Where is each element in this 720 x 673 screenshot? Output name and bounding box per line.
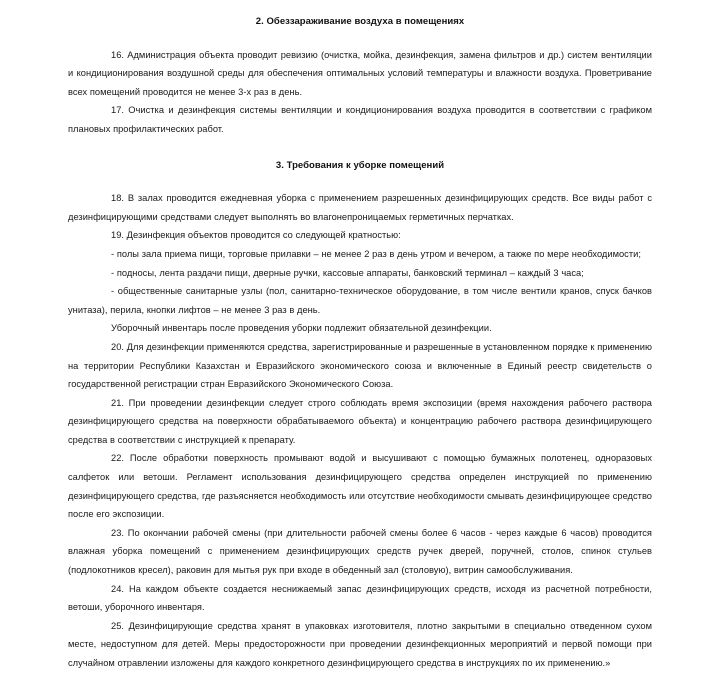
section-heading-3: 3. Требования к уборке помещений (275, 159, 445, 171)
paragraph-20: 20. Для дезинфекции применяются средства, зарегистрированные и разрешенные в установленном порядке к применению на территории Республики Казахстан и Евразийского экономического союза и включенные в Единый реестр свидетельств о государственной регистрации стран Евразийского Экономического Союза. (68, 341, 652, 390)
paragraph-19-note: Уборочный инвентарь после проведения уборки подлежит обязательной дезинфекции. (111, 323, 492, 334)
paragraph-24: 24. На каждом объекте создается неснижаемый запас дезинфицирующих средств, исходя из расчетной потребности, ветоши, уборочного инвентаря. (68, 583, 652, 613)
paragraph-16: 16. Администрация объекта проводит ревизию (очистка, мойка, дезинфекция, замена фильтров и др.) систем вентиляции и кондиционирования воздушной среды для обеспечения оптимальных условий температуры и влажности воздуха. Проветривание всех помещений проводится не менее 3-х раз в день. (68, 49, 652, 97)
paragraph-17: 17. Очистка и дезинфекция системы вентиляции и кондиционирования воздуха проводится в соответствии с графиком плановых профилактических работ. (68, 105, 652, 134)
paragraph-19: 19. Дезинфекция объектов проводится со следующей кратностью: (111, 230, 401, 241)
paragraph-21: 21. При проведении дезинфекции следует строго соблюдать время экспозиции (время нахождения рабочего раствора дезинфицирующего средства на поверхности обрабатываемого объекта) и концентрацию рабочего раствора дезинфицирующего средства в соответствии с инструкцией к препарату. (68, 397, 652, 445)
section-3-spacer-bottom (68, 175, 652, 189)
paragraph-19-item-c: - общественные санитарные узлы (пол, санитарно-техническое оборудование, в том числе вентили кранов, спуск бачков унитаза), перила, кнопки лифтов – не менее 3 раз в день. (68, 286, 652, 315)
document-body (68, 0, 652, 673)
heading-2-spacer (68, 32, 652, 46)
paragraph-25: 25. Дезинфицирующие средства хранят в упаковках изготовителя, плотно закрытыми в специально отведенном сухом месте, недоступном для детей. Меры предосторожности при проведении дезинфекционных мероприятий и первой помощи при случайном отравлении изложены для каждого конкретного дезинфицирующего средства в инструкциях по их применению.» (68, 620, 652, 668)
paragraph-22: 22. После обработки поверхность промывают водой и высушивают с помощью бумажных полотенец, одноразовых салфеток или ветоши. Регламент использования дезинфицирующего средства определен инструкцией по применению дезинфицирующего средства, где разъясняется необходимость или отсутствие необходимости смывать дезинфицирующее средство после его экспозиции. (68, 453, 652, 520)
top-spacer (68, 0, 652, 13)
paragraph-19-item-a: - полы зала приема пищи, торговые прилавки – не менее 2 раз в день утром и вечером, а также по мере необходимости; (111, 248, 641, 259)
section-3-spacer-top (68, 139, 652, 157)
paragraph-19-item-b: - подносы, лента раздачи пищи, дверные ручки, кассовые аппараты, банковский терминал – каждый 3 часа; (111, 267, 584, 278)
section-heading-2: 2. Обеззараживание воздуха в помещениях (255, 16, 465, 27)
paragraph-18: 18. В залах проводится ежедневная уборка с применением разрешенных дезинфицирующих средств. Все виды работ с дезинфицирующими средствами следует выполнять во влагонепроницаемых герметичных перчатках. (68, 193, 652, 222)
paragraph-23: 23. По окончании рабочей смены (при длительности рабочей смены более 6 часов - через каждые 6 часов) проводится влажная уборка помещений с применением дезинфицирующих средств ручек дверей, поручней, столов, спинок стульев (подлокотников кресел), раковин для мытья рук при входе в обеденный зал (столовую), витрин самообслуживания. (68, 527, 652, 576)
